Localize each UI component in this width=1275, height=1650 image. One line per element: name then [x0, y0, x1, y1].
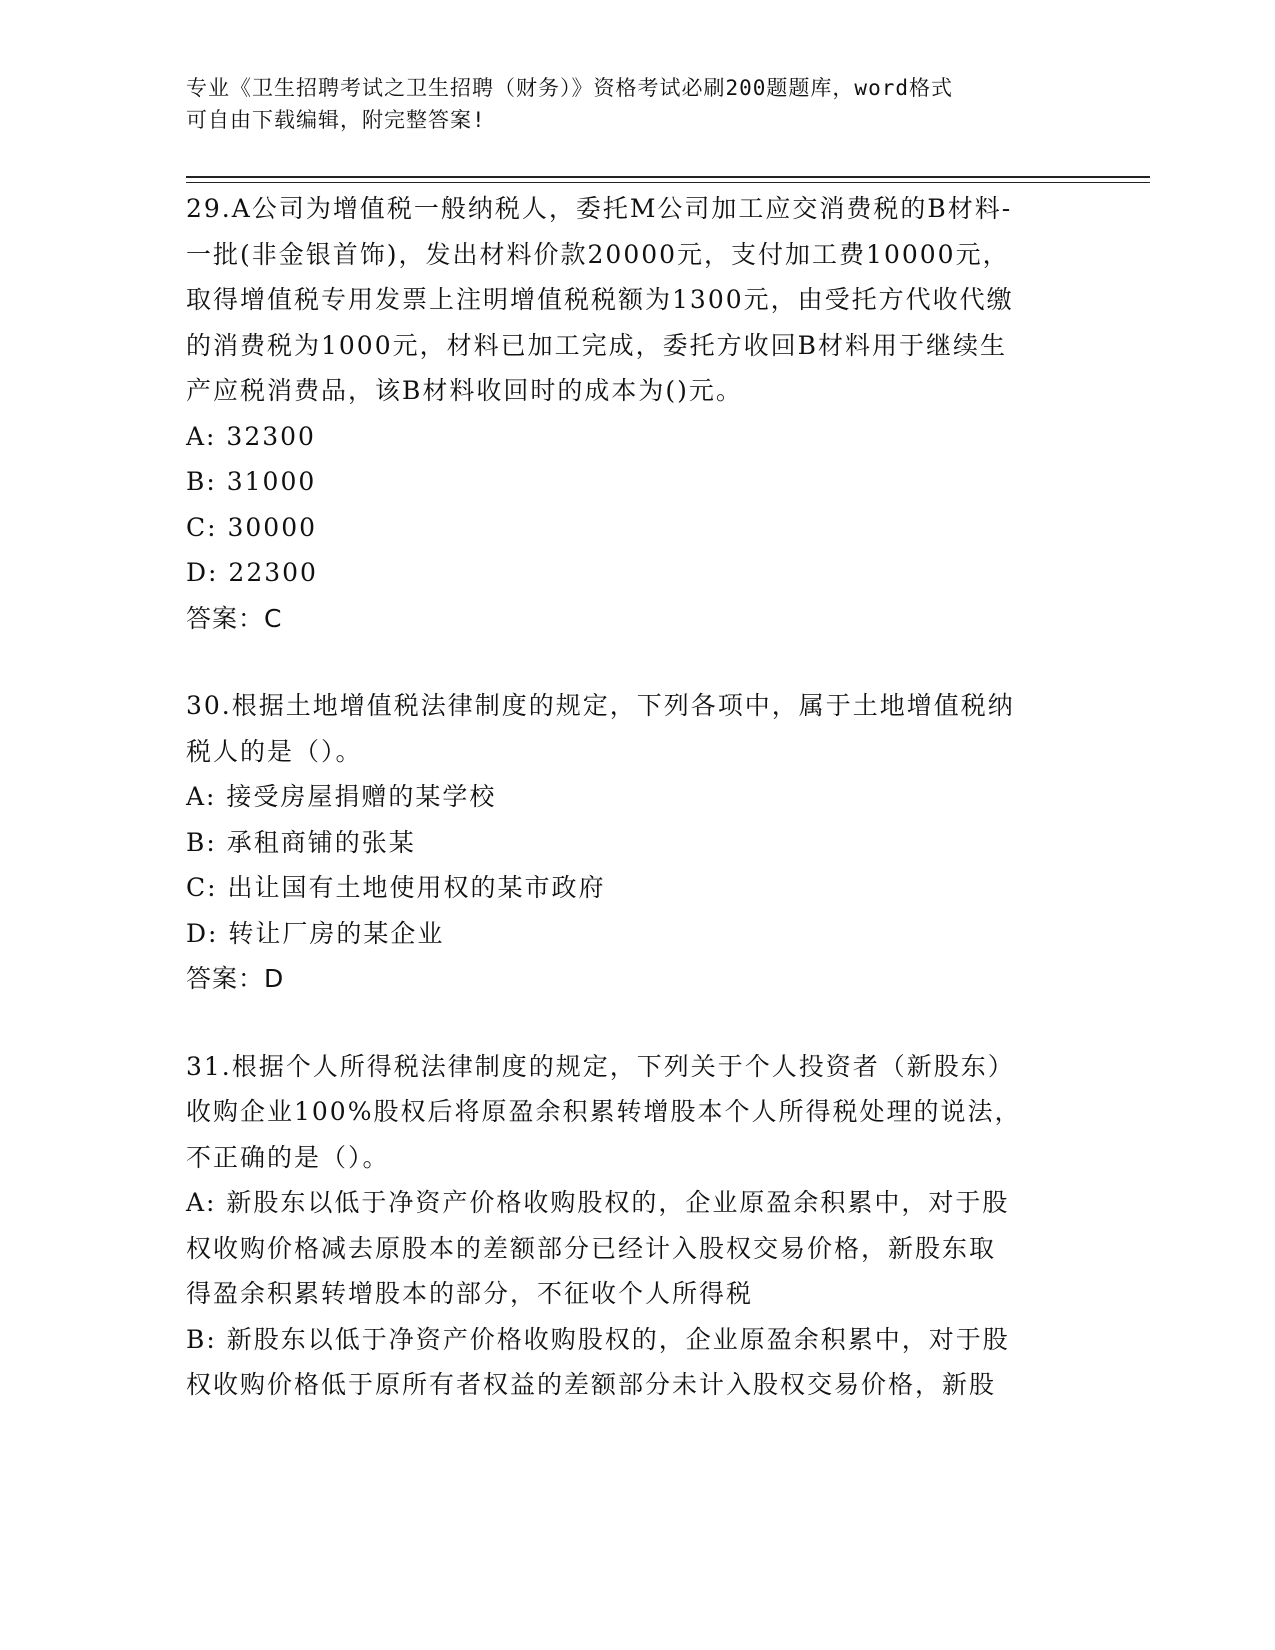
option-c: C: 30000 [186, 512, 318, 542]
question-text-line: 的消费税为1000元，材料已加工完成，委托方收回B材料用于继续生 [186, 330, 1007, 360]
question-list [186, 186, 1086, 1450]
question-31 [186, 1044, 1086, 1408]
question-text-line: 一批(非金银首饰)，发出材料价款20000元，支付加工费10000元， [186, 239, 1010, 269]
question-30 [186, 683, 1086, 1002]
option-c: C: 出让国有土地使用权的某市政府 [186, 873, 606, 902]
question-text-line: 税人的是（）。 [186, 736, 363, 766]
option-line: 权收购价格减去原股本的差额部分已经计入股权交易价格，新股东取 [186, 1233, 997, 1263]
document-header [186, 72, 1066, 136]
option-d: D: 转让厂房的某企业 [186, 918, 445, 948]
question-text-line: 取得增值税专用发票上注明增值税税额为1300元，由受托方代收代缴 [186, 285, 1014, 314]
option-b: B: 承租商铺的张某 [186, 827, 416, 857]
question-text [186, 1044, 1086, 1181]
option-line: 权收购价格低于原所有者权益的差额部分未计入股权交易价格，新股 [186, 1370, 997, 1399]
question-text-line: 30.根据土地增值税法律制度的规定，下列各项中，属于土地增值税纳 [186, 691, 1015, 720]
option-line: B: 新股东以低于净资产价格收购股权的，企业原盈余积累中，对于股 [186, 1324, 1010, 1354]
header-line-2: 可自由下载编辑，附完整答案! [186, 108, 486, 132]
option-a: A: 接受房屋捐赠的某学校 [186, 782, 497, 811]
option-line: 得盈余积累转增股本的部分，不征收个人所得税 [186, 1279, 754, 1308]
question-text-line: 29.A公司为增值税一般纳税人，委托M公司加工应交消费税的B材料- [186, 194, 1013, 223]
header-divider-thin [186, 182, 1150, 183]
question-text [186, 186, 1086, 414]
option-b: B: 31000 [186, 467, 317, 496]
question-text-line: 不正确的是（）。 [186, 1142, 390, 1172]
answer-label: 答案：C [186, 603, 283, 633]
option-line: A: 新股东以低于净资产价格收购股权的，企业原盈余积累中，对于股 [186, 1188, 1010, 1217]
option-b [186, 1317, 1086, 1408]
question-text [186, 683, 1086, 774]
option-a: A: 32300 [186, 421, 316, 451]
question-text-line: 收购企业100%股权后将原盈余积累转增股本个人所得税处理的说法， [186, 1097, 1022, 1126]
header-line-1: 专业《卫生招聘考试之卫生招聘（财务）》资格考试必刷200题题库，word格式 [186, 76, 953, 100]
option-a [186, 1180, 1086, 1317]
question-29 [186, 186, 1086, 641]
option-d: D: 22300 [186, 558, 318, 587]
question-text-line: 产应税消费品，该B材料收回时的成本为()元。 [186, 376, 743, 405]
question-text-line: 31.根据个人所得税法律制度的规定，下列关于个人投资者（新股东） [186, 1051, 1015, 1081]
answer-label: 答案：D [186, 964, 285, 993]
header-divider-thick [186, 176, 1150, 178]
